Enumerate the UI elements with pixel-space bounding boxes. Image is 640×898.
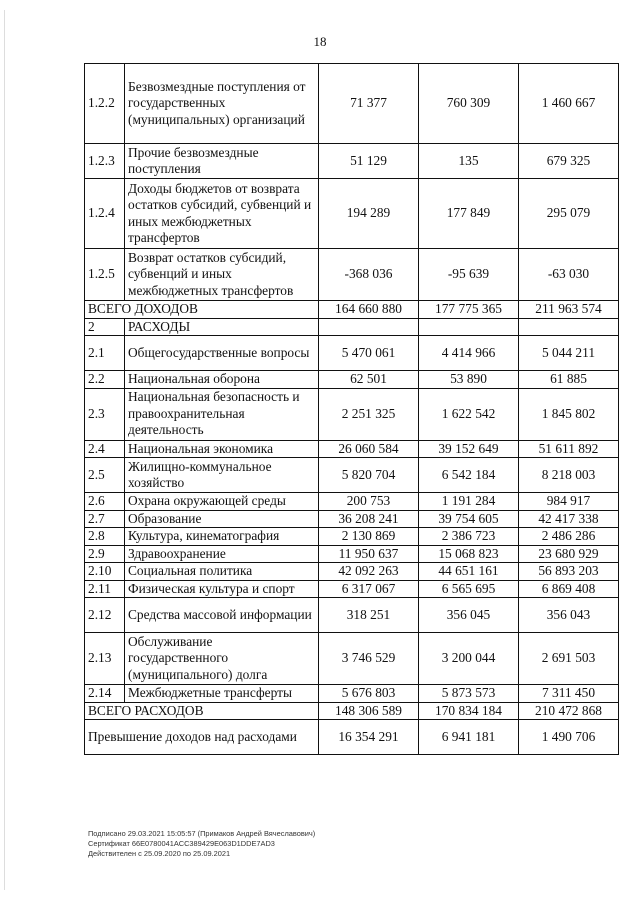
row-name: Прочие безвозмездные поступления xyxy=(125,144,319,179)
row-value-2: 6 941 181 xyxy=(419,720,519,755)
row-value-1: -368 036 xyxy=(319,249,419,301)
row-code: 2.4 xyxy=(85,440,125,458)
row-code: 2.12 xyxy=(85,598,125,633)
electronic-signature-stamp xyxy=(88,829,315,859)
row-value-2 xyxy=(419,318,519,336)
table-row xyxy=(85,458,619,493)
row-value-3: 1 845 802 xyxy=(519,388,619,440)
row-total-label: Превышение доходов над расходами xyxy=(85,720,319,755)
row-code: 2.3 xyxy=(85,388,125,440)
row-value-3: 1 490 706 xyxy=(519,720,619,755)
row-value-1: 148 306 589 xyxy=(319,702,419,720)
row-value-3: 51 611 892 xyxy=(519,440,619,458)
row-value-2: 1 622 542 xyxy=(419,388,519,440)
row-value-1: 3 746 529 xyxy=(319,633,419,685)
row-value-2: 6 542 184 xyxy=(419,458,519,493)
row-code: 2.6 xyxy=(85,493,125,511)
row-value-3: 6 869 408 xyxy=(519,580,619,598)
row-value-1: 2 251 325 xyxy=(319,388,419,440)
row-code: 1.2.4 xyxy=(85,179,125,249)
row-value-3: 356 043 xyxy=(519,598,619,633)
signature-signed-line: Подписано 29.03.2021 15:05:57 (Примаков Андрей Вячеславович) xyxy=(88,829,316,838)
row-value-1: 71 377 xyxy=(319,64,419,144)
row-value-2: 39 152 649 xyxy=(419,440,519,458)
table-row xyxy=(85,179,619,249)
row-name: Общегосударственные вопросы xyxy=(125,336,319,371)
row-value-2: 356 045 xyxy=(419,598,519,633)
row-value-2: 3 200 044 xyxy=(419,633,519,685)
table-row xyxy=(85,493,619,511)
row-name: Охрана окружающей среды xyxy=(125,493,319,511)
row-code: 2.7 xyxy=(85,510,125,528)
row-value-3: 56 893 203 xyxy=(519,563,619,581)
row-value-1: 5 820 704 xyxy=(319,458,419,493)
table-row xyxy=(85,144,619,179)
budget-table xyxy=(84,63,619,755)
table-row xyxy=(85,249,619,301)
table-row xyxy=(85,563,619,581)
row-value-1: 2 130 869 xyxy=(319,528,419,546)
row-name: Доходы бюджетов от возврата остатков субсидий, субвенций и иных межбюджетных трансфертов xyxy=(125,179,319,249)
row-value-2: 6 565 695 xyxy=(419,580,519,598)
row-code: 1.2.5 xyxy=(85,249,125,301)
row-value-3: 61 885 xyxy=(519,371,619,389)
row-value-2: 39 754 605 xyxy=(419,510,519,528)
table-row xyxy=(85,318,619,336)
row-value-3: 984 917 xyxy=(519,493,619,511)
table-row xyxy=(85,64,619,144)
row-value-1: 200 753 xyxy=(319,493,419,511)
row-name: Физическая культура и спорт xyxy=(125,580,319,598)
table-row xyxy=(85,720,619,755)
row-name: Образование xyxy=(125,510,319,528)
row-value-2: 135 xyxy=(419,144,519,179)
row-name: Межбюджетные трансферты xyxy=(125,685,319,703)
row-value-3 xyxy=(519,318,619,336)
row-value-1: 5 470 061 xyxy=(319,336,419,371)
row-value-3: 23 680 929 xyxy=(519,545,619,563)
row-value-2: 53 890 xyxy=(419,371,519,389)
row-total-label: ВСЕГО РАСХОДОВ xyxy=(85,702,319,720)
row-code: 2.11 xyxy=(85,580,125,598)
page-number: 18 xyxy=(313,34,327,49)
row-value-2: 2 386 723 xyxy=(419,528,519,546)
row-value-2: 5 873 573 xyxy=(419,685,519,703)
row-value-1: 51 129 xyxy=(319,144,419,179)
row-value-1 xyxy=(319,318,419,336)
row-value-2: 177 775 365 xyxy=(419,301,519,319)
row-value-1: 11 950 637 xyxy=(319,545,419,563)
table-row xyxy=(85,685,619,703)
row-code: 2.8 xyxy=(85,528,125,546)
table-row xyxy=(85,371,619,389)
row-value-3: 42 417 338 xyxy=(519,510,619,528)
row-value-2: 44 651 161 xyxy=(419,563,519,581)
scan-edge-line xyxy=(4,10,5,890)
table-row xyxy=(85,545,619,563)
row-value-3: 7 311 450 xyxy=(519,685,619,703)
row-value-2: 177 849 xyxy=(419,179,519,249)
table-row xyxy=(85,440,619,458)
row-name: Жилищно-коммунальное хозяйство xyxy=(125,458,319,493)
row-value-2: 760 309 xyxy=(419,64,519,144)
row-value-1: 6 317 067 xyxy=(319,580,419,598)
row-code: 2.10 xyxy=(85,563,125,581)
row-name: Здравоохранение xyxy=(125,545,319,563)
row-code: 2.13 xyxy=(85,633,125,685)
row-name: Безвозмездные поступления от государственных (муниципальных) организаций xyxy=(125,64,319,144)
table-row xyxy=(85,702,619,720)
row-value-2: 4 414 966 xyxy=(419,336,519,371)
row-code: 2.2 xyxy=(85,371,125,389)
row-value-1: 36 208 241 xyxy=(319,510,419,528)
row-value-1: 42 092 263 xyxy=(319,563,419,581)
table-row xyxy=(85,598,619,633)
table-row xyxy=(85,528,619,546)
row-name: Средства массовой информации xyxy=(125,598,319,633)
row-value-3: 295 079 xyxy=(519,179,619,249)
row-name: Социальная политика xyxy=(125,563,319,581)
table-row xyxy=(85,388,619,440)
row-value-1: 164 660 880 xyxy=(319,301,419,319)
row-code: 2.14 xyxy=(85,685,125,703)
row-code: 1.2.3 xyxy=(85,144,125,179)
table-row xyxy=(85,301,619,319)
row-name: Национальная безопасность и правоохранительная деятельность xyxy=(125,388,319,440)
row-name: Возврат остатков субсидий, субвенций и иных межбюджетных трансфертов xyxy=(125,249,319,301)
row-code: 1.2.2 xyxy=(85,64,125,144)
row-value-3: 2 486 286 xyxy=(519,528,619,546)
row-value-3: 211 963 574 xyxy=(519,301,619,319)
row-value-1: 5 676 803 xyxy=(319,685,419,703)
row-code: 2.9 xyxy=(85,545,125,563)
row-value-1: 194 289 xyxy=(319,179,419,249)
table-row xyxy=(85,336,619,371)
row-value-3: -63 030 xyxy=(519,249,619,301)
row-code: 2.1 xyxy=(85,336,125,371)
row-value-2: 15 068 823 xyxy=(419,545,519,563)
row-code: 2 xyxy=(85,318,125,336)
row-value-1: 26 060 584 xyxy=(319,440,419,458)
row-value-2: -95 639 xyxy=(419,249,519,301)
row-name: РАСХОДЫ xyxy=(125,318,319,336)
row-name: Культура, кинематография xyxy=(125,528,319,546)
row-value-1: 318 251 xyxy=(319,598,419,633)
signature-certificate-line: Сертификат 66E0780041ACC389429E063D1DDE7AD3 xyxy=(88,839,275,848)
row-name: Национальная оборона xyxy=(125,371,319,389)
row-value-1: 16 354 291 xyxy=(319,720,419,755)
row-value-2: 170 834 184 xyxy=(419,702,519,720)
table-row xyxy=(85,510,619,528)
row-value-3: 2 691 503 xyxy=(519,633,619,685)
row-value-1: 62 501 xyxy=(319,371,419,389)
row-value-3: 1 460 667 xyxy=(519,64,619,144)
table-row xyxy=(85,580,619,598)
table-row xyxy=(85,633,619,685)
signature-validity-line: Действителен с 25.09.2020 по 25.09.2021 xyxy=(88,849,231,858)
row-value-3: 679 325 xyxy=(519,144,619,179)
row-total-label: ВСЕГО ДОХОДОВ xyxy=(85,301,319,319)
row-value-3: 210 472 868 xyxy=(519,702,619,720)
row-value-2: 1 191 284 xyxy=(419,493,519,511)
row-value-3: 8 218 003 xyxy=(519,458,619,493)
row-name: Обслуживание государственного (муниципального) долга xyxy=(125,633,319,685)
row-name: Национальная экономика xyxy=(125,440,319,458)
row-value-3: 5 044 211 xyxy=(519,336,619,371)
row-code: 2.5 xyxy=(85,458,125,493)
